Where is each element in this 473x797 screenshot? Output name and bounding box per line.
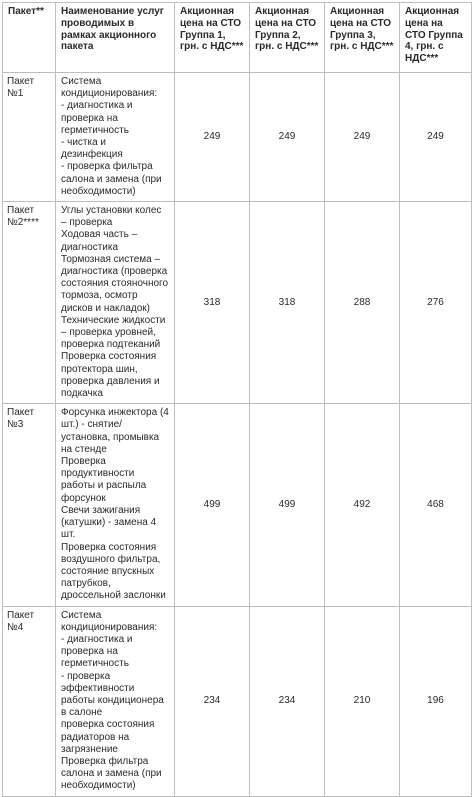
price-group-4: 468: [400, 404, 472, 606]
table-row: [3, 202, 472, 404]
header-price-group-3: Акционная цена на СТО Группа 3, грн. с НДС***: [325, 3, 400, 73]
price-group-3: 288: [325, 202, 400, 404]
service-line: Проверка состояния протектора шин, проверка давления и подкачка: [61, 351, 160, 400]
table-row: [3, 404, 472, 606]
price-group-3: 492: [325, 404, 400, 606]
price-group-4: 196: [400, 606, 472, 796]
services-cell: [56, 404, 175, 606]
service-line: - проверка фильтра салона и замена (при необходимости): [61, 161, 162, 197]
service-line: - диагностика и проверка на герметичность: [61, 633, 133, 670]
service-line: Проверка состояния воздушного фильтра, состояние впускных патрубков, дроссельной заслонки: [61, 541, 166, 602]
price-group-1: 318: [175, 202, 250, 404]
price-group-2: 499: [250, 404, 325, 606]
service-line: - чистка и дезинфекция: [61, 137, 123, 161]
service-line: Свечи зажигания (катушки) - замена 4 шт.: [61, 504, 157, 541]
promo-packages-table: [2, 2, 472, 797]
table-header-row: [3, 3, 472, 73]
header-price-group-1: Акционная цена на СТО Группа 1, грн. с НДС***: [175, 3, 250, 73]
header-services: Наименование услуг проводимых в рамках акционного пакета: [56, 3, 175, 73]
header-package: Пакет**: [3, 3, 56, 73]
header-price-group-2: Акционная цена на СТО Группа 2, грн. с НДС***: [250, 3, 325, 73]
service-line: Углы установки колес – проверка: [61, 205, 162, 229]
price-group-2: 318: [250, 202, 325, 404]
price-group-1: 499: [175, 404, 250, 606]
services-cell: [56, 606, 175, 796]
service-line: Система кондиционирования:: [61, 609, 158, 633]
service-line: - диагностика и проверка на герметичность: [61, 100, 133, 136]
service-line: Тормозная система – диагностика (проверка состояния стояночного тормоза, осмотр дисков и накладок): [61, 253, 169, 314]
price-group-2: 249: [250, 72, 325, 201]
service-line: Ходовая часть – диагностика: [61, 229, 138, 253]
package-name: Пакет №1: [3, 72, 56, 201]
service-line: проверка состояния радиаторов на загрязнение: [61, 719, 155, 755]
service-line: Проверка фильтра салона и замена (при необходимости): [61, 755, 162, 792]
price-group-1: 234: [175, 606, 250, 796]
price-group-4: 276: [400, 202, 472, 404]
services-cell: [56, 72, 175, 201]
service-line: Форсунка инжектора (4 шт.) - снятие/установка, промывка на стенде: [61, 407, 169, 455]
table-row: [3, 72, 472, 201]
service-line: Проверка продуктивности работы и распыла форсунок: [61, 456, 147, 504]
package-name: Пакет №3: [3, 404, 56, 606]
price-group-3: 249: [325, 72, 400, 201]
service-line: Технические жидкости – проверка уровней, проверка подтеканий: [61, 314, 166, 351]
table-row: [3, 606, 472, 796]
header-price-group-4: Акционная цена на СТО Группа 4, грн. с НДС***: [400, 3, 472, 73]
price-group-2: 234: [250, 606, 325, 796]
price-group-1: 249: [175, 72, 250, 201]
service-line: Система кондиционирования:: [61, 75, 158, 100]
price-group-4: 249: [400, 72, 472, 201]
price-group-3: 210: [325, 606, 400, 796]
package-name: Пакет №4: [3, 606, 56, 796]
package-name: Пакет №2****: [3, 202, 56, 404]
service-line: - проверка эффективности работы кондиционера в салоне: [61, 670, 164, 719]
services-cell: [56, 202, 175, 404]
